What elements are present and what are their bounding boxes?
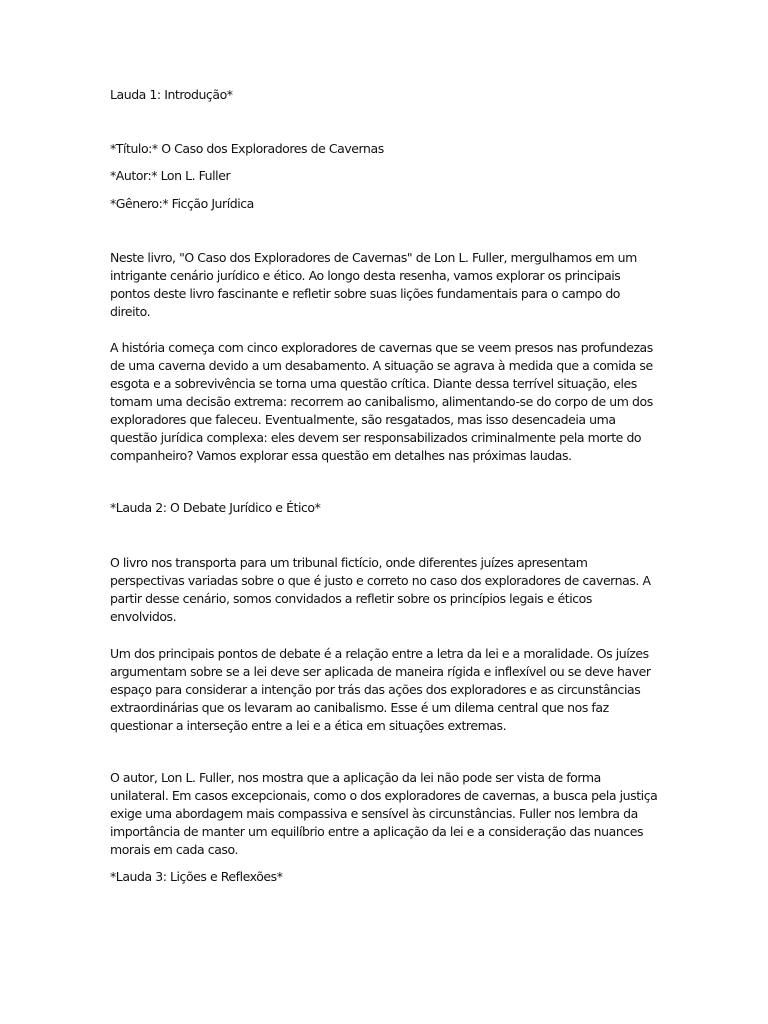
paragraph-4: Um dos principais pontos de debate é a relação entre a letra da lei e a moralidade. Os juízes argumentam sobre se a lei deve ser aplicada de maneira rígida e inflexível ou se deve haver espaço para considerar a intenção por trás das ações dos exploradores e as circunstâncias extraordinárias que os levaram ao canibalismo. Esse é um dilema central que nos faz questionar a interseção entre a lei e a ética em situações extremas. bbox=[110, 646, 651, 733]
genre-line: *Gênero:* Ficção Jurídica bbox=[110, 196, 254, 211]
paragraph-1: Neste livro, "O Caso dos Exploradores de Cavernas" de Lon L. Fuller, mergulhamos em um intrigante cenário jurídico e ético. Ao longo desta resenha, vamos explorar os principais pontos deste livro fascinante e refletir sobre suas lições fundamentais para o campo do direito. bbox=[110, 250, 637, 319]
lauda3-heading: *Lauda 3: Lições e Reflexões* bbox=[110, 869, 283, 884]
lauda1-heading: Lauda 1: Introdução* bbox=[110, 87, 233, 102]
paragraph-2: A história começa com cinco exploradores de cavernas que se veem presos nas profundezas de uma caverna devido a um desabamento. A situação se agrava à medida que a comida se esgota e a sobrevivência se torna uma questão crítica. Diante dessa terrível situação, eles tomam uma decisão extrema: recorrem ao canibalismo, alimentando-se do corpo de um dos exploradores que faleceu. Eventualmente, são resgatados, mas isso desencadeia uma questão jurídica complexa: eles devem ser responsabilizados criminalmente pela morte do companheiro? Vamos explorar essa questão em detalhes nas próximas laudas. bbox=[110, 340, 653, 463]
paragraph-3: O livro nos transporta para um tribunal fictício, onde diferentes juízes apresentam perspectivas variadas sobre o que é justo e correto no caso dos exploradores de cavernas. A partir desse cenário, somos convidados a refletir sobre os princípios legais e éticos envolvidos. bbox=[110, 555, 651, 624]
author-line: *Autor:* Lon L. Fuller bbox=[110, 168, 231, 183]
paragraph-5: O autor, Lon L. Fuller, nos mostra que a aplicação da lei não pode ser vista de forma unilateral. Em casos excepcionais, como o dos exploradores de cavernas, a busca pela justiça exige uma abordagem mais compassiva e sensível às circunstâncias. Fuller nos lembra da importância de manter um equilíbrio entre a aplicação da lei e a consideração das nuances morais em cada caso. bbox=[110, 770, 658, 857]
lauda2-heading: *Lauda 2: O Debate Jurídico e Ético* bbox=[110, 500, 321, 515]
title-line: *Título:* O Caso dos Exploradores de Cavernas bbox=[110, 141, 384, 156]
